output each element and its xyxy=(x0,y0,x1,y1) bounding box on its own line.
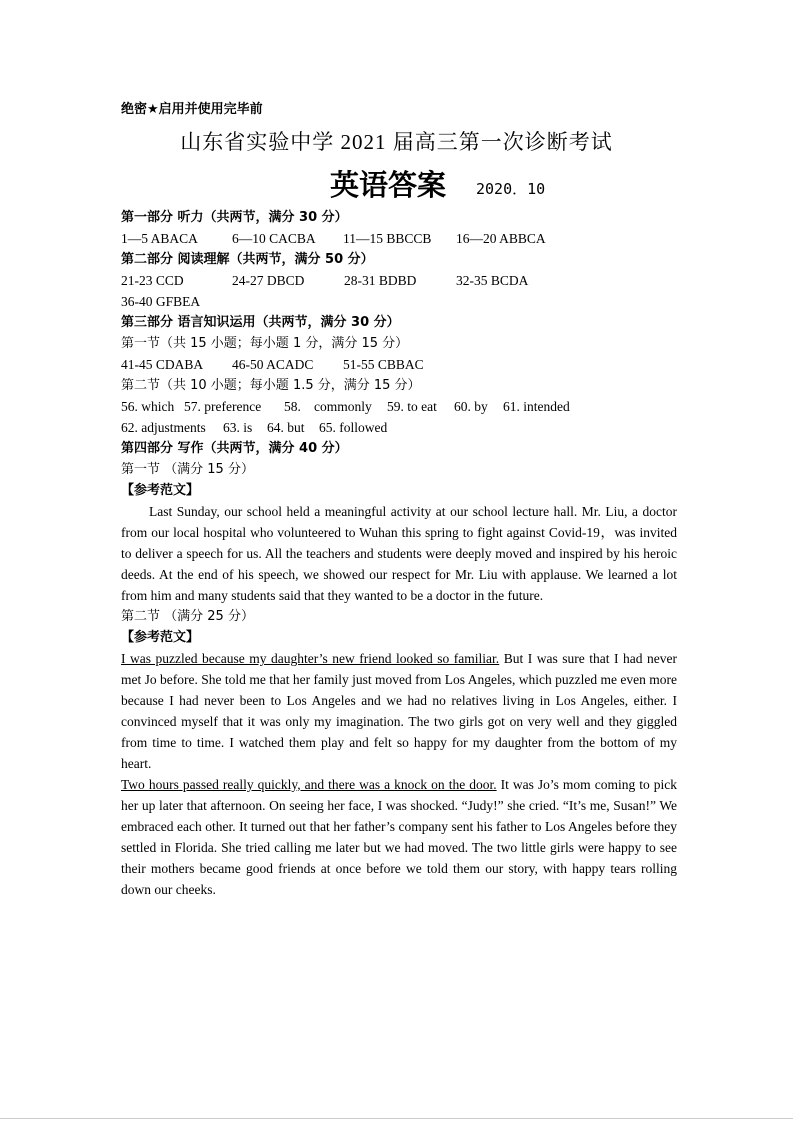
answer-group: 51-55 CBBAC xyxy=(343,357,424,372)
part1-answers xyxy=(121,228,677,249)
part2-answers-row2: 36-40 GFBEA xyxy=(121,294,201,309)
answer-content xyxy=(121,207,677,900)
answer-item: 57. preference xyxy=(184,399,262,414)
answer-group: 46-50 ACADC xyxy=(232,357,314,372)
exam-title: 山东省实验中学 2021 届高三第一次诊断考试 xyxy=(180,130,613,154)
part3-section1-answers xyxy=(121,354,677,375)
answer-item: 59. to eat xyxy=(387,399,437,414)
answer-group: 16—20 ABBCA xyxy=(456,231,546,246)
part3-section2-row2 xyxy=(121,417,677,438)
answer-item: 63. is xyxy=(223,420,253,435)
part2-answers-row1 xyxy=(121,270,677,291)
confidential-notice: 绝密★启用并使用完毕前 xyxy=(121,102,263,117)
answer-group: 41-45 CDABA xyxy=(121,357,204,372)
given-opening-sentence: Two hours passed really quickly, and there was a knock on the door. xyxy=(121,777,497,792)
answer-group: 28-31 BDBD xyxy=(344,273,417,288)
part3-heading: 第三部分 语言知识运用（共两节，满分 30 分） xyxy=(121,315,400,330)
sample-essay-label-2: 【参考范文】 xyxy=(121,630,200,645)
answer-item: 61. intended xyxy=(503,399,570,414)
part4-section2-label: 第二节 （满分 25 分） xyxy=(121,609,254,624)
part3-section2-label: 第二节（共 10 小题；每小题 1.5 分，满分 15 分） xyxy=(121,378,421,393)
answer-group: 11—15 BBCCB xyxy=(343,231,432,246)
part4-section1-label: 第一节 （满分 15 分） xyxy=(121,462,254,477)
page-bottom-divider xyxy=(0,1118,793,1119)
answer-group: 32-35 BCDA xyxy=(456,273,529,288)
part4-heading: 第四部分 写作（共两节，满分 40 分） xyxy=(121,441,348,456)
answer-item: 56. which xyxy=(121,399,175,414)
exam-date: 2020．10 xyxy=(476,180,546,198)
sample-essay-1: Last Sunday, our school held a meaningful activity at our school lecture hall. Mr. Liu, a doctor from our local hospital who volunteered to Wuhan this spring to fight against Covid-19，was invited to deliver a speech for us. All the teachers and students were deeply moved and inspired by his heroic deeds. At the end of his speech, we showed our respect for Mr. Liu with applause. We learned a lot from him and many students said that they wanted to be a doctor in the future. xyxy=(121,504,677,603)
sample-essay-label: 【参考范文】 xyxy=(121,483,200,498)
answer-group: 21-23 CCD xyxy=(121,273,184,288)
essay-text: It was Jo’s mom coming to pick her up later that afternoon. On seeing her face, I was shocked. “Judy!” she cried. “It’s me, Susan!” We embraced each other. It turned out that her father’s company sent his father to Los Angeles before they settled in Florida. She tried calling me later but we had moved. The two little girls were happy to see their mothers became good friends at once before we told them our story, with happy tears rolling down our cheeks. xyxy=(121,777,677,897)
answer-item: 62. adjustments xyxy=(121,420,206,435)
part3-section1-label: 第一节（共 15 小题；每小题 1 分，满分 15 分） xyxy=(121,336,409,351)
part1-heading: 第一部分 听力（共两节，满分 30 分） xyxy=(121,210,348,225)
part3-section2-row1 xyxy=(121,396,677,417)
answer-item: 65. followed xyxy=(319,420,388,435)
answer-item: 60. by xyxy=(454,399,488,414)
essay-text: But I was sure that I had never met Jo before. She told me that her family just moved from Los Angeles, which puzzled me even more because I had never been to Los Angeles and we had no relatives living in Los Angeles, either. I convinced myself that it was only my imagination. The two girls got on very well and they giggled from time to time. I watched them play and felt so happy for my daughter from the bottom of my heart. xyxy=(121,651,677,771)
given-opening-sentence: I was puzzled because my daughter’s new friend looked so familiar. xyxy=(121,651,500,666)
answer-key-title: 英语答案 xyxy=(330,168,447,202)
part2-heading: 第二部分 阅读理解（共两节，满分 50 分） xyxy=(121,252,374,267)
answer-item: 58. xyxy=(284,399,301,414)
answer-group: 6—10 CACBA xyxy=(232,231,316,246)
answer-group: 1—5 ABACA xyxy=(121,231,198,246)
sample-essay-2-paragraph-1 xyxy=(121,648,677,774)
answer-group: 24-27 DBCD xyxy=(232,273,305,288)
answer-item: commonly xyxy=(314,399,372,414)
sample-essay-2-paragraph-2 xyxy=(121,774,677,900)
answer-item: 64. but xyxy=(267,420,305,435)
